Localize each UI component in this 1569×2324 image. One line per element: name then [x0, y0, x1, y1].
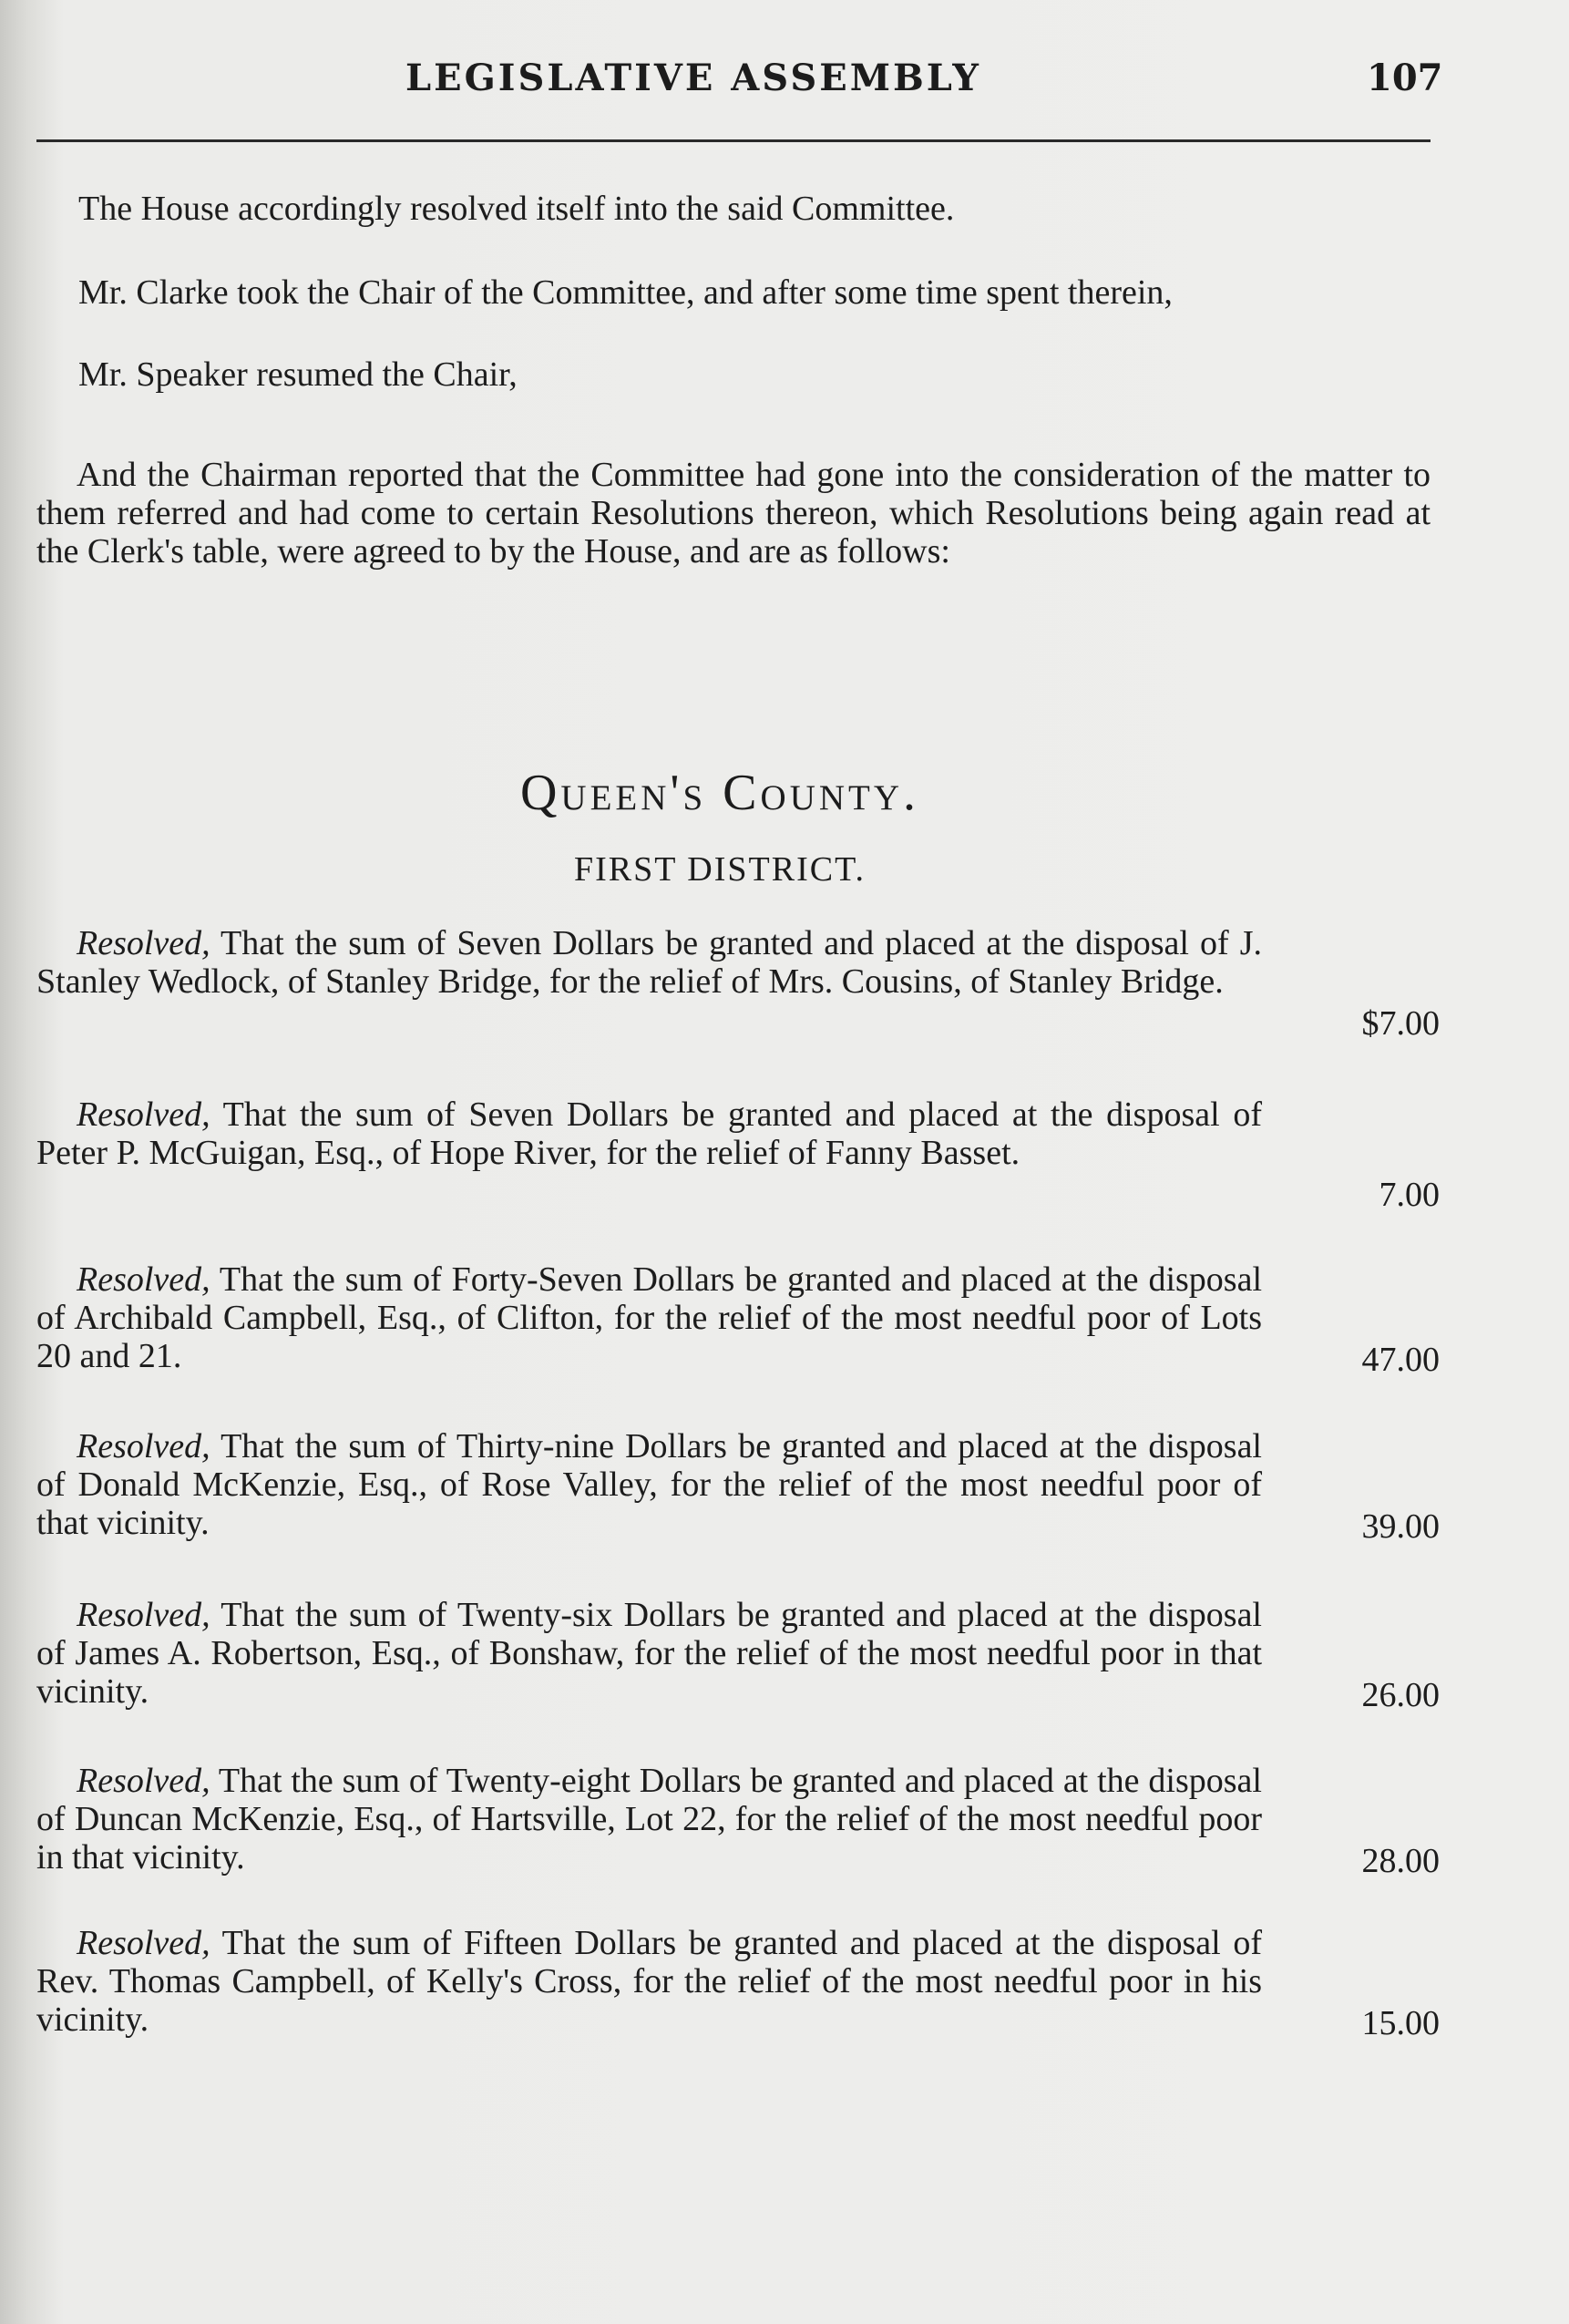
resolution-amount: $7.00 — [1361, 1004, 1440, 1043]
resolution-body: That the sum of Twenty-six Dollars be granted and placed at the disposal of James A. Robertson, Esq., of Bonshaw, for the relief of the most needful poor in that vicinity. — [36, 1596, 1262, 1711]
resolution-amount: 26.00 — [1361, 1676, 1440, 1714]
resolution-body: That the sum of Twenty-eight Dollars be granted and placed at the disposal of Duncan McKenzie, Esq., of Hartsville, Lot 22, for the relief of the most needful poor in that vicinity. — [36, 1762, 1262, 1877]
intro-paragraph-2: Mr. Clarke took the Chair of the Committee, and after some time spent therein, — [78, 273, 1173, 312]
running-title: LEGISLATIVE ASSEMBLY — [405, 57, 981, 99]
resolution-item — [36, 1095, 1440, 1214]
resolution-amount: 39.00 — [1361, 1507, 1440, 1546]
resolution-item — [36, 1596, 1440, 1714]
county-heading: Queen's County. — [519, 765, 920, 821]
resolution-lead: Resolved, — [77, 1596, 210, 1634]
resolution-lead: Resolved, — [77, 924, 210, 962]
resolution-text — [36, 1762, 1262, 1877]
resolution-item — [36, 1427, 1440, 1546]
resolution-lead: Resolved, — [77, 1095, 210, 1134]
resolution-amount: 47.00 — [1361, 1341, 1440, 1379]
resolution-amount: 7.00 — [1379, 1176, 1440, 1214]
resolution-body: That the sum of Fifteen Dollars be granted and placed at the disposal of Rev. Thomas Campbell, of Kelly's Cross, for the relief of the most needful poor in his vicinity. — [36, 1924, 1262, 2039]
intro-paragraph-4: And the Chairman reported that the Committee had gone into the consideration of the matter to them referred and had come to certain Resolutions thereon, which Resolutions being again read at the Clerk's table, were agreed to by the House, and are as follows: — [36, 456, 1431, 571]
header-rule — [36, 139, 1431, 142]
resolution-item — [36, 1924, 1440, 2042]
resolution-text — [36, 1924, 1262, 2039]
page-number: 107 — [1367, 57, 1443, 99]
resolution-text — [36, 924, 1262, 1001]
resolution-lead: Resolved, — [77, 1762, 210, 1800]
intro-paragraph-3: Mr. Speaker resumed the Chair, — [78, 355, 518, 394]
resolution-lead: Resolved, — [77, 1427, 210, 1465]
resolution-lead: Resolved, — [77, 1924, 210, 1962]
resolution-body: That the sum of Seven Dollars be granted and placed at the disposal of J. Stanley Wedlock, of Stanley Bridge, for the relief of Mrs. Cousins, of Stanley Bridge. — [36, 924, 1262, 1001]
resolution-text — [36, 1596, 1262, 1711]
resolution-body: That the sum of Forty-Seven Dollars be granted and placed at the disposal of Archibald Campbell, Esq., of Clifton, for the relief of the most needful poor of Lots 20 and 21. — [36, 1260, 1262, 1375]
resolution-item — [36, 1260, 1440, 1379]
resolution-lead: Resolved, — [77, 1260, 210, 1299]
page-header — [0, 57, 1569, 111]
resolution-amount: 28.00 — [1361, 1842, 1440, 1880]
resolution-item — [36, 924, 1440, 1043]
resolution-body: That the sum of Thirty-nine Dollars be granted and placed at the disposal of Donald McKenzie, Esq., of Rose Valley, for the relief of the most needful poor of that vicinity. — [36, 1427, 1262, 1542]
intro-paragraph-1: The House accordingly resolved itself into the said Committee. — [78, 190, 955, 228]
resolution-text — [36, 1427, 1262, 1542]
resolution-text — [36, 1260, 1262, 1375]
resolution-body: That the sum of Seven Dollars be granted and placed at the disposal of Peter P. McGuigan, Esq., of Hope River, for the relief of Fanny Basset. — [36, 1095, 1262, 1172]
district-heading: FIRST DISTRICT. — [574, 850, 866, 889]
resolution-amount: 15.00 — [1361, 2004, 1440, 2042]
resolution-item — [36, 1762, 1440, 1880]
resolution-text — [36, 1095, 1262, 1172]
